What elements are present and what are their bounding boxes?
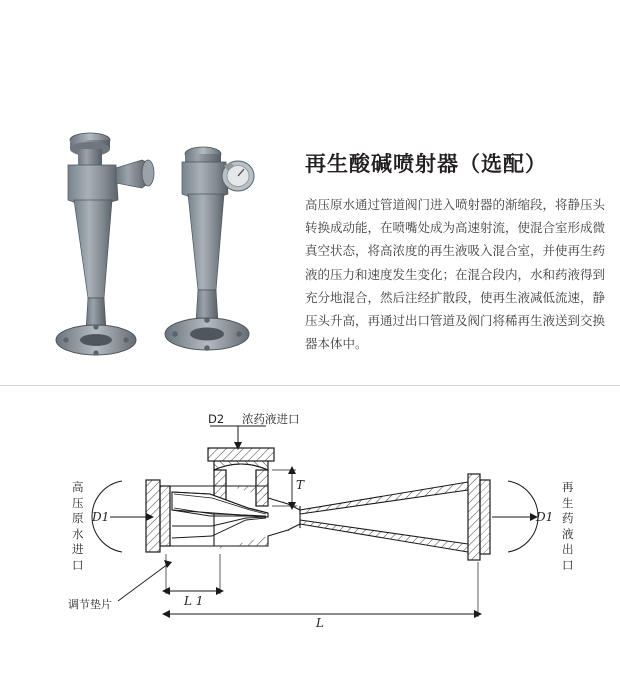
page-title: 再生酸碱喷射器（选配）: [305, 152, 547, 176]
label-left-inlet: 高压原水进口: [72, 480, 84, 572]
label-adjustment-shim: 调节垫片: [68, 598, 112, 611]
product-photo: [38, 108, 290, 373]
technical-drawing-section: [0, 386, 620, 677]
dimension-l1: L 1: [184, 594, 204, 608]
label-right-diameter-d1: D1: [536, 510, 554, 524]
dimension-l: L: [316, 616, 324, 630]
dimension-t: T: [296, 478, 305, 492]
label-inlet-diameter-d2: D2: [208, 412, 225, 426]
ejector-cross-section-drawing: [0, 386, 620, 677]
ejector-unit-left: [56, 133, 154, 356]
ejector-unit-right: [165, 147, 254, 351]
product-copy: [305, 152, 605, 355]
product-description: 高压原水通过管道阀门进入喷射器的渐缩段，将静压头转换成动能，在喷嘴处成为高速射流，使混合室形成微真空状态，将高浓度的再生液吸入混合室，并使再生药液的压力和速度发生变化；在混合段内，水和药液得到充分地混合，然后注经扩散段，使再生液减低流速，静压头升高，再通过出口管道及阀门将稀再生液送到交换器本体中。: [305, 197, 606, 351]
label-left-diameter-d1: D1: [92, 510, 110, 524]
ejector-photo-illustration: [38, 108, 290, 373]
label-right-outlet: 再生药液出口: [562, 480, 574, 572]
label-top-inlet: 浓药液进口: [242, 412, 300, 426]
